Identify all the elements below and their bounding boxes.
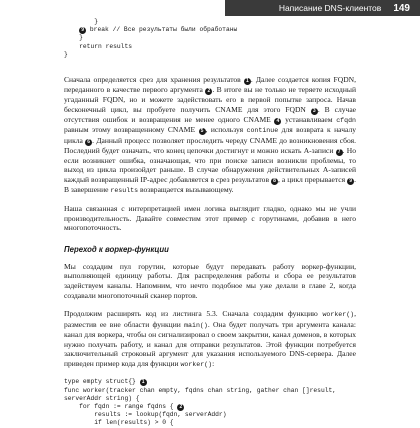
callout-badge-2: 2	[205, 88, 212, 95]
inline-code: main()	[184, 321, 208, 329]
code-line	[64, 26, 356, 34]
section-heading: Переход к воркер-функции	[64, 244, 169, 254]
inline-code: worker()	[180, 360, 213, 368]
inline-code: results	[110, 186, 139, 194]
code-line: if len(results) > 0 {	[64, 419, 174, 427]
code-line: serverAddr string) {	[64, 394, 140, 402]
page-body	[64, 18, 356, 428]
code-line: type empty struct{} 1	[64, 378, 356, 386]
paragraph-worker-function: Продолжим расширять код из листинга 5.3. Сначала создадим функцию worker(), разместив ее вне области функции main(). Она будет получать три аргумента канала: канал для воркера, чтобы он сигнализировал о своем закрытии, канал доменов, в которых нужно получать работу, и канал для отправки результатов. Этой функции потребуется заключительный строковый аргумент для указания используемого DNS-сервера. Далее приведен пример кода для функции worker():	[64, 309, 356, 368]
callout-badge-5: 5	[199, 128, 206, 135]
paragraph-explanation: Сначала определяется срез для хранения результатов 1 . Далее создается копия FQDN, переданного в качестве первого аргумента 2 . В итоге вы не только не теряете исходный угаданный FQDN, но и можете задействовать его в первой попытке запроса. Начав бесконечный цикл, вы пробуете получить CNAME для этого FQDN 3 . В случае отсутствия ошибок и возвращения не менее одного CNAME 4 устанавливаем cfqdn равным этому возвращенному CNAME 5 , используя continue для возврата к началу цикла 6 . Данный процесс позволяет проследить череду CNAME до возникновения сбоя. Последний будет означать, что конец цепочки достигнут и можно искать A-записи 7 . Но если возникнет ошибка, означающая, что при поиске записи возникли проблемы, то выход из цикла произойдет раньше. В случае обнаружения действительных A-записей каждый возвращенный IP-адрес добавляется в срез результатов 8 , а цикл прерывается 9 . В завершение results возвращается вызывающему.	[64, 75, 357, 194]
code-listing-top	[64, 18, 356, 59]
paragraph-performance: Наша связанная с интерпретацией имен логика выглядит гладко, однако мы не учли производительность. Давайте совместим этот пример с горутинами, добавив в него многопоточность.	[64, 204, 356, 233]
page-number: 149	[393, 2, 410, 14]
code-line: }	[64, 34, 83, 42]
callout-badge-1: 1	[244, 78, 251, 85]
code-line: }	[64, 18, 99, 25]
inline-code: cfqdn	[336, 116, 357, 124]
inline-code: continue	[246, 127, 279, 135]
running-header	[225, 0, 420, 16]
callout-badge-9b: 9	[347, 178, 354, 185]
inline-code: worker()	[322, 311, 355, 319]
callout-badge-2b: 2	[177, 404, 184, 411]
callout-badge-1b: 1	[140, 379, 147, 386]
code-line: }	[64, 50, 68, 58]
code-line-indent	[64, 26, 79, 33]
code-line: func worker(tracker chan empty, fqdns chan string, gather chan []result,	[64, 386, 337, 394]
callout-badge-8: 8	[271, 178, 278, 185]
callout-badge-3: 3	[311, 108, 318, 115]
callout-badge-6: 6	[85, 139, 92, 146]
running-header-title: Написание DNS-клиентов	[278, 3, 382, 13]
callout-badge-7: 7	[336, 149, 343, 156]
code-line: for fqdn := range fqdns { 2	[64, 403, 356, 411]
code-line-text: break // Все результаты были обработаны	[86, 26, 238, 34]
code-listing-bottom	[64, 378, 356, 427]
callout-badge-9: 9	[79, 27, 86, 34]
paragraph-worker-pool: Мы создадим пул горутин, которые будут передавать работу воркер-функции, выполняющей единицу работы. Для распределения работы и сбора ее результатов задействуем каналы. Напомним, что нечто подобное мы уже делали в главе 2, когда создавали многопоточный сканер портов.	[64, 261, 356, 300]
code-line: results := lookup(fqdn, serverAddr)	[64, 411, 227, 419]
callout-badge-4: 4	[274, 118, 281, 125]
code-line: return results	[64, 42, 133, 50]
